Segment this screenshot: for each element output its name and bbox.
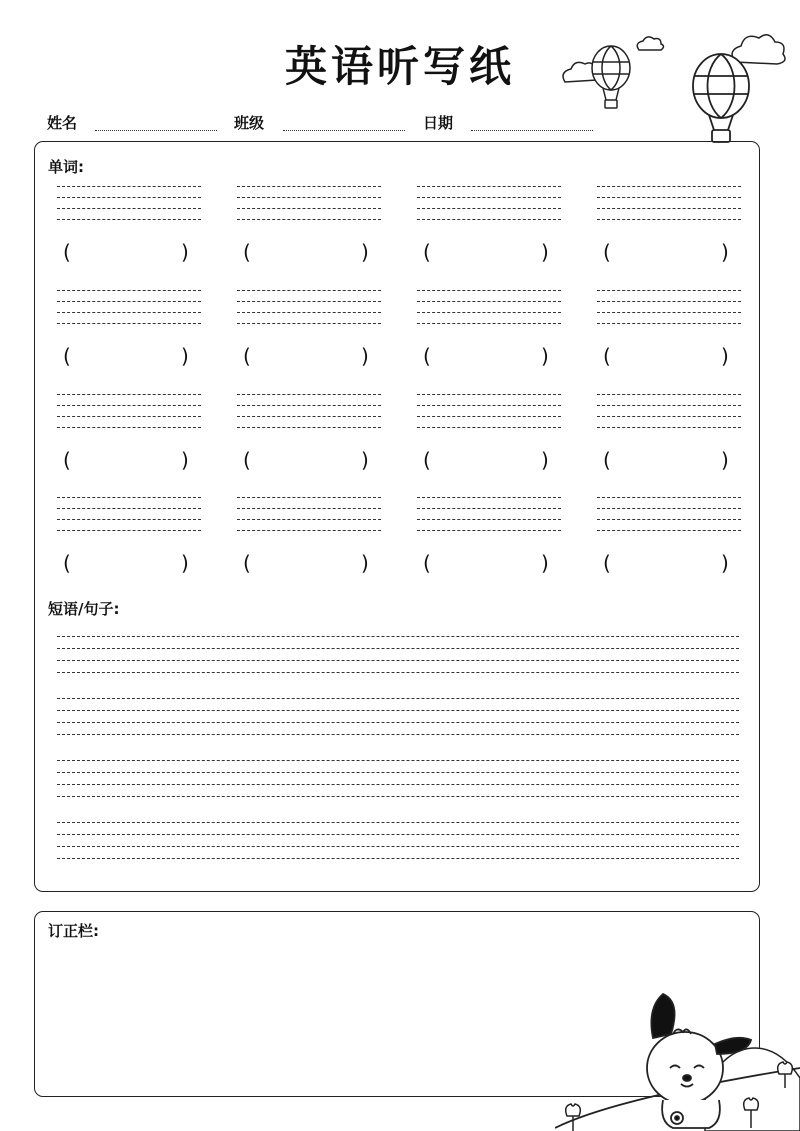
close-paren: ) — [361, 448, 369, 472]
writing-line — [237, 497, 381, 498]
writing-line — [57, 822, 739, 823]
writing-line — [57, 405, 201, 406]
writing-line — [237, 301, 381, 302]
word-cell[interactable] — [597, 394, 743, 486]
open-paren: ( — [423, 240, 431, 264]
writing-line — [597, 186, 741, 187]
writing-line — [57, 722, 739, 723]
open-paren: ( — [63, 240, 71, 264]
class-field[interactable] — [283, 129, 405, 131]
close-paren: ) — [541, 551, 549, 575]
writing-line — [57, 648, 739, 649]
writing-line — [417, 208, 561, 209]
close-paren: ) — [721, 344, 729, 368]
word-cell[interactable] — [57, 497, 203, 589]
balloon-icon — [592, 46, 630, 108]
writing-line — [57, 508, 201, 509]
open-paren: ( — [63, 344, 71, 368]
writing-line — [57, 660, 739, 661]
writing-line — [237, 208, 381, 209]
writing-line — [597, 405, 741, 406]
open-paren: ( — [603, 240, 611, 264]
writing-line — [597, 219, 741, 220]
word-cell[interactable] — [597, 497, 743, 589]
writing-line — [597, 301, 741, 302]
open-paren: ( — [63, 551, 71, 575]
writing-line — [57, 427, 201, 428]
writing-line — [57, 772, 739, 773]
open-paren: ( — [423, 551, 431, 575]
word-cell[interactable] — [597, 186, 743, 278]
close-paren: ) — [361, 551, 369, 575]
writing-line — [57, 186, 201, 187]
phrase-writing-block[interactable] — [57, 822, 741, 862]
close-paren: ) — [361, 240, 369, 264]
writing-line — [597, 519, 741, 520]
writing-line — [597, 312, 741, 313]
writing-line — [237, 197, 381, 198]
writing-line — [237, 219, 381, 220]
name-label: 姓名 — [47, 114, 78, 132]
writing-line — [237, 530, 381, 531]
writing-line — [57, 672, 739, 673]
writing-line — [597, 208, 741, 209]
writing-line — [57, 394, 201, 395]
word-cell[interactable] — [417, 394, 563, 486]
word-cell[interactable] — [417, 290, 563, 382]
close-paren: ) — [541, 240, 549, 264]
writing-line — [597, 323, 741, 324]
writing-line — [417, 497, 561, 498]
writing-line — [417, 405, 561, 406]
word-cell[interactable] — [57, 290, 203, 382]
writing-line — [57, 416, 201, 417]
writing-line — [417, 323, 561, 324]
phrases-section-label: 短语/句子: — [48, 600, 120, 618]
writing-line — [57, 497, 201, 498]
close-paren: ) — [541, 448, 549, 472]
word-cell[interactable] — [417, 497, 563, 589]
page-title: 英语听写纸 — [284, 42, 515, 91]
writing-line — [417, 290, 561, 291]
close-paren: ) — [181, 551, 189, 575]
close-paren: ) — [721, 240, 729, 264]
cloud-icon — [637, 37, 663, 50]
word-cell[interactable] — [237, 186, 383, 278]
close-paren: ) — [181, 448, 189, 472]
writing-line — [237, 186, 381, 187]
writing-line — [417, 530, 561, 531]
phrase-writing-block[interactable] — [57, 636, 741, 676]
writing-line — [597, 427, 741, 428]
puppy-illustration — [555, 988, 800, 1131]
writing-line — [417, 219, 561, 220]
close-paren: ) — [181, 344, 189, 368]
writing-line — [417, 519, 561, 520]
word-cell[interactable] — [597, 290, 743, 382]
cloud-icon — [732, 35, 785, 64]
close-paren: ) — [541, 344, 549, 368]
writing-line — [57, 858, 739, 859]
open-paren: ( — [243, 551, 251, 575]
writing-line — [417, 427, 561, 428]
writing-line — [237, 427, 381, 428]
writing-line — [57, 846, 739, 847]
writing-line — [597, 497, 741, 498]
date-label: 日期 — [423, 114, 454, 132]
writing-line — [597, 197, 741, 198]
writing-line — [57, 208, 201, 209]
open-paren: ( — [423, 344, 431, 368]
writing-line — [57, 760, 739, 761]
writing-line — [57, 519, 201, 520]
writing-line — [597, 508, 741, 509]
writing-line — [57, 734, 739, 735]
open-paren: ( — [603, 448, 611, 472]
writing-line — [237, 290, 381, 291]
writing-line — [417, 197, 561, 198]
writing-line — [57, 784, 739, 785]
writing-line — [597, 416, 741, 417]
corrections-section-label: 订正栏: — [48, 922, 99, 940]
writing-line — [417, 508, 561, 509]
writing-line — [57, 312, 201, 313]
class-label: 班级 — [234, 114, 265, 132]
writing-line — [57, 323, 201, 324]
writing-line — [57, 636, 739, 637]
writing-line — [417, 301, 561, 302]
word-cell[interactable] — [237, 497, 383, 589]
open-paren: ( — [63, 448, 71, 472]
writing-line — [417, 416, 561, 417]
writing-line — [57, 710, 739, 711]
phrase-writing-block[interactable] — [57, 760, 741, 800]
words-section-label: 单词: — [48, 158, 84, 176]
writing-line — [237, 519, 381, 520]
writing-line — [237, 312, 381, 313]
writing-line — [57, 219, 201, 220]
close-paren: ) — [181, 240, 189, 264]
open-paren: ( — [243, 240, 251, 264]
word-cell[interactable] — [417, 186, 563, 278]
open-paren: ( — [243, 448, 251, 472]
word-cell[interactable] — [237, 394, 383, 486]
word-cell[interactable] — [57, 186, 203, 278]
phrase-writing-block[interactable] — [57, 698, 741, 738]
writing-line — [57, 290, 201, 291]
writing-line — [417, 312, 561, 313]
writing-line — [237, 508, 381, 509]
writing-line — [417, 394, 561, 395]
writing-line — [237, 405, 381, 406]
writing-line — [57, 197, 201, 198]
date-field[interactable] — [471, 129, 593, 131]
word-cell[interactable] — [237, 290, 383, 382]
writing-line — [57, 530, 201, 531]
close-paren: ) — [721, 448, 729, 472]
writing-line — [237, 416, 381, 417]
open-paren: ( — [243, 344, 251, 368]
open-paren: ( — [603, 551, 611, 575]
student-info-row — [47, 112, 607, 136]
dictation-box — [34, 141, 760, 892]
open-paren: ( — [603, 344, 611, 368]
writing-line — [237, 323, 381, 324]
writing-line — [597, 290, 741, 291]
word-cell[interactable] — [57, 394, 203, 486]
writing-line — [57, 834, 739, 835]
writing-line — [597, 530, 741, 531]
close-paren: ) — [361, 344, 369, 368]
balloon-icon — [693, 54, 749, 142]
name-field[interactable] — [95, 129, 217, 131]
writing-line — [57, 698, 739, 699]
writing-line — [237, 394, 381, 395]
writing-line — [417, 186, 561, 187]
open-paren: ( — [423, 448, 431, 472]
writing-line — [57, 796, 739, 797]
writing-line — [597, 394, 741, 395]
writing-line — [57, 301, 201, 302]
close-paren: ) — [721, 551, 729, 575]
